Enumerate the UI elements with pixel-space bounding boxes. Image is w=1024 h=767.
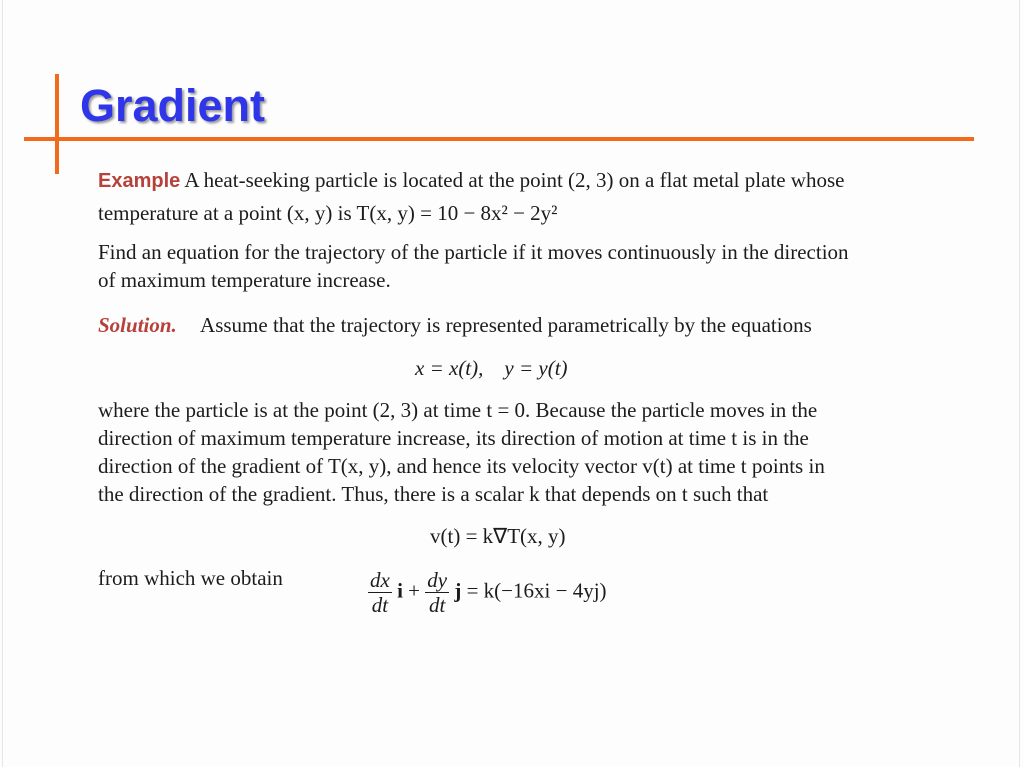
solution-label: Solution.	[98, 313, 177, 337]
example-text-1: A heat-seeking particle is located at the point (2, 3) on a flat metal plate whose	[184, 168, 845, 192]
title-accent-vertical-rule	[55, 74, 59, 174]
dy-numerator: dy	[427, 568, 448, 592]
unit-vector-i: i	[397, 578, 403, 603]
differential-equation	[368, 568, 607, 617]
solution-line-1	[98, 313, 812, 338]
equation-right-hand-side: = k(−16xi − 4yj)	[466, 578, 607, 603]
dt-denominator-2: dt	[429, 593, 446, 617]
body-line-4: the direction of the gradient. Thus, there is a scalar k that depends on t such that	[98, 482, 769, 506]
title-accent-horizontal-rule	[24, 137, 974, 141]
example-line-4: of maximum temperature increase.	[98, 268, 391, 292]
parametric-equations: x = x(t), y = y(t)	[415, 356, 568, 380]
solution-text-1: Assume that the trajectory is represented parametrically by the equations	[200, 313, 812, 337]
velocity-gradient-equation: v(t) = k∇T(x, y)	[430, 524, 566, 548]
temperature-function-expression: (x, y) is T(x, y) = 10 − 8x² − 2y²	[286, 201, 558, 225]
body-line-1: where the particle is at the point (2, 3) at time t = 0. Because the particle moves in the	[98, 398, 818, 422]
body-line-3: direction of the gradient of T(x, y), and hence its velocity vector v(t) at time t points in	[98, 454, 825, 478]
example-line-1	[98, 168, 844, 193]
slide-frame-right	[1019, 0, 1020, 767]
example-line-3: Find an equation for the trajectory of the particle if it moves continuously in the direction	[98, 240, 849, 264]
dx-numerator: dx	[370, 568, 390, 592]
slide-title: Gradient	[80, 80, 266, 131]
dx-dt-fraction	[368, 568, 392, 617]
slide-frame-left	[2, 0, 3, 767]
example-label: Example	[98, 170, 181, 192]
body-line-2: direction of maximum temperature increase, its direction of motion at time t is in the	[98, 426, 809, 450]
obtain-text: from which we obtain	[98, 566, 283, 590]
dt-denominator: dt	[371, 593, 389, 617]
example-line-2	[98, 201, 557, 226]
example-text-2-prefix: temperature at a point	[98, 201, 282, 225]
plus-sign: +	[408, 578, 421, 603]
dy-dt-fraction	[425, 568, 449, 617]
unit-vector-j: j	[454, 578, 462, 603]
